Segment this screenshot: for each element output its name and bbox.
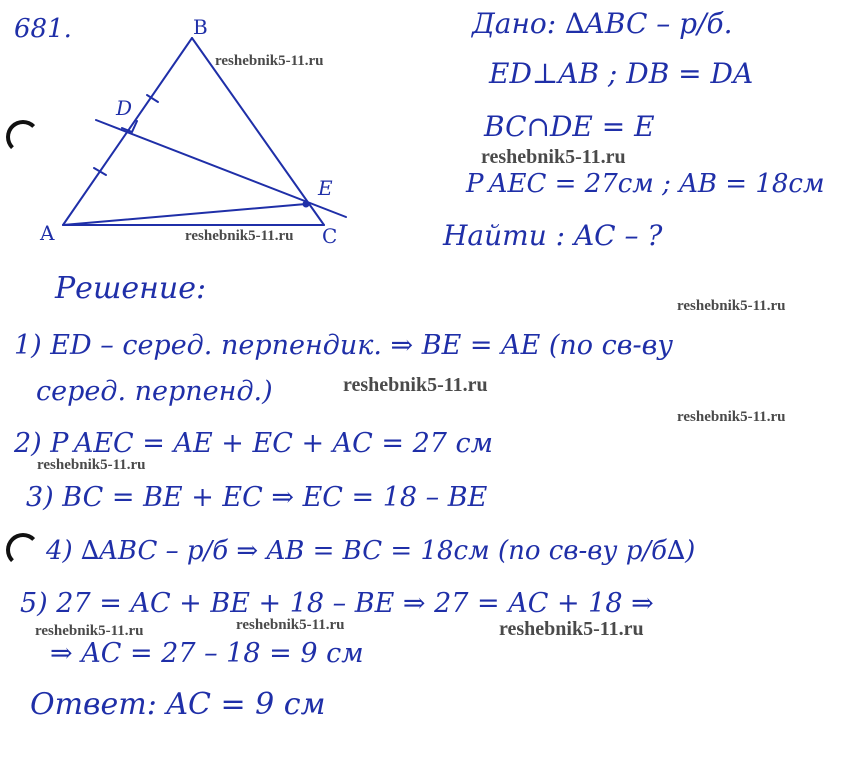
watermark-5: reshebnik5-11.ru bbox=[343, 374, 488, 396]
watermark-9: reshebnik5-11.ru bbox=[236, 617, 345, 633]
given-line-1: Дано: ∆ABC – р/б. bbox=[472, 7, 733, 40]
solution-heading: Решение: bbox=[55, 271, 207, 306]
segment-ae bbox=[63, 204, 306, 225]
step-1b: серед. перпенд.) bbox=[36, 376, 273, 407]
problem-number: 681. bbox=[14, 14, 72, 44]
step-5b: ⇒ AC = 27 – 18 = 9 см bbox=[50, 638, 364, 669]
step-2: 2) P AEC = AE + EC + AC = 27 см bbox=[14, 428, 494, 459]
point-label-e: E bbox=[318, 176, 333, 200]
tick-da bbox=[94, 168, 106, 175]
watermark-8: reshebnik5-11.ru bbox=[35, 623, 144, 639]
step-4: 4) ∆ABC – р/б ⇒ AB = BC = 18см (по св-ву р/б∆) bbox=[46, 536, 696, 566]
vertex-label-a: A bbox=[40, 221, 55, 245]
find-line: Найти : AC – ? bbox=[443, 219, 663, 252]
watermark-1: reshebnik5-11.ru bbox=[215, 53, 324, 69]
watermark-6: reshebnik5-11.ru bbox=[677, 409, 786, 425]
watermark-7: reshebnik5-11.ru bbox=[37, 457, 146, 473]
point-label-d: D bbox=[116, 96, 133, 120]
given-line-2: ED⊥AB ; DB = DA bbox=[489, 57, 754, 90]
watermark-3: reshebnik5-11.ru bbox=[185, 228, 294, 244]
point-e bbox=[303, 201, 310, 208]
watermark-10: reshebnik5-11.ru bbox=[499, 618, 644, 640]
step-1a: 1) ED – серед. перпендик. ⇒ BE = AE (по св-ву bbox=[14, 330, 673, 361]
given-line-3: BC∩DE = E bbox=[484, 110, 655, 143]
given-line-4: P AEC = 27см ; AB = 18см bbox=[466, 169, 825, 199]
step-5a: 5) 27 = AC + BE + 18 – BE ⇒ 27 = AC + 18 ⇒ bbox=[20, 588, 654, 619]
watermark-2: reshebnik5-11.ru bbox=[481, 146, 626, 168]
answer-line: Ответ: AC = 9 см bbox=[30, 687, 326, 722]
step-3: 3) BC = BE + EC ⇒ EC = 18 – BE bbox=[26, 482, 488, 513]
vertex-label-b: B bbox=[193, 15, 208, 39]
vertex-label-c: C bbox=[322, 224, 338, 248]
watermark-4: reshebnik5-11.ru bbox=[677, 298, 786, 314]
